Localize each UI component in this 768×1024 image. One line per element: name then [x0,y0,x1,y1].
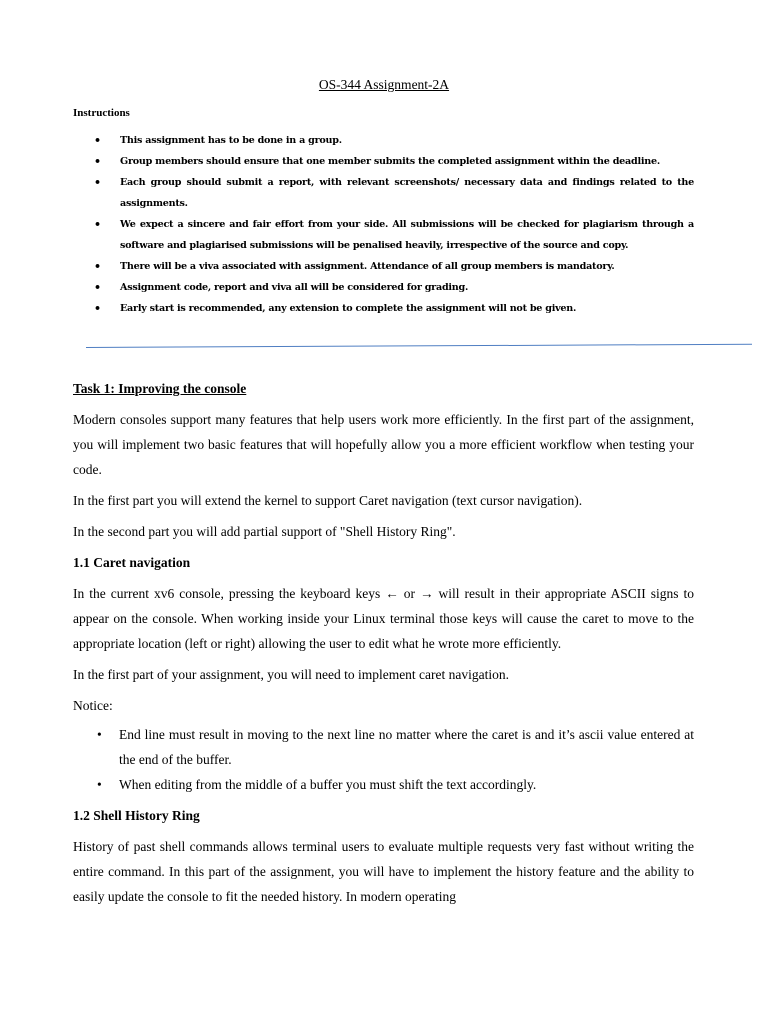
instruction-item: • Early start is recommended, any extension to complete the assignment will not be given. [73,298,694,319]
task1-paragraph-1: Modern consoles support many features that help users work more efficiently. In the first part of the assignment, you will implement two basic features that will hopefully allow you a more efficient workflow when testing your code. [73,412,694,477]
instruction-item: • Each group should submit a report, with relevant screenshots/ necessary data and findings related to the assignments. [73,172,694,214]
instruction-item: • There will be a viva associated with assignment. Attendance of all group members is mandatory. [73,256,694,277]
instruction-item: • We expect a sincere and fair effort from your side. All submissions will be checked for plagiarism through a software and plagiarised submissions will be penalised heavily, irrespective of the source and copy. [73,214,694,256]
task1-heading: Task 1: Improving the console [73,381,247,396]
task1-paragraph-2: In the first part you will extend the kernel to support Caret navigation (text cursor navigation). [73,493,583,508]
section-1-2-heading: 1.2 Shell History Ring [73,808,200,823]
instruction-item: • This assignment has to be done in a group. [73,130,694,151]
instruction-item: • Group members should ensure that one member submits the completed assignment within the deadline. [73,151,694,172]
section-1-1-paragraph-1: In the current xv6 console, pressing the keyboard keys ← or → will result in their appropriate ASCII signs to appear on the console. When working inside your Linux terminal those keys will cause the caret to move to the appropriate location (left or right) allowing the user to edit what he wrote more efficiently. [73,586,694,651]
task1-paragraph-3: In the second part you will add partial support of "Shell History Ring". [73,524,456,539]
notice-list [73,722,694,797]
section-1-1-heading: 1.1 Caret navigation [73,555,191,570]
section-1-2-paragraph-1: History of past shell commands allows terminal users to evaluate multiple requests very fast without writing the entire command. In this part of the assignment, you will have to implement the history feature and the ability to easily update the console to fit the needed history. In modern operating [73,839,694,904]
section-divider [86,344,752,348]
section-1-1-paragraph-2: In the first part of your assignment, you will need to implement caret navigation. [73,667,510,682]
notice-item: • When editing from the middle of a buffer you must shift the text accordingly. [73,772,694,797]
document-title: OS-344 Assignment-2A [318,77,450,92]
notice-label: Notice: [73,698,113,713]
instructions-heading: Instructions [73,107,130,119]
notice-item: • End line must result in moving to the next line no matter where the caret is and it’s ascii value entered at the end of the buffer. [73,722,694,772]
document-body [73,376,694,915]
instructions-list [73,130,694,319]
instruction-item: • Assignment code, report and viva all will be considered for grading. [73,277,694,298]
